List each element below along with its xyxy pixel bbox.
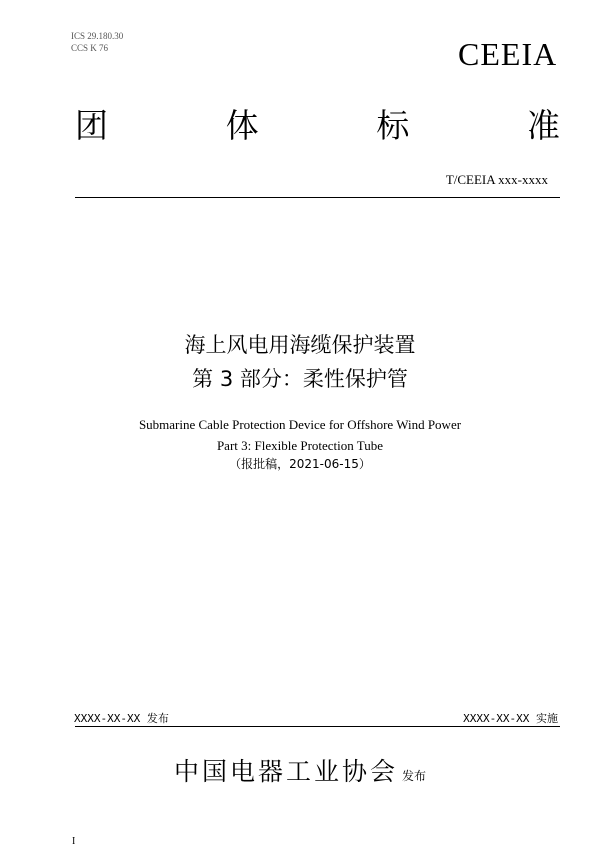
classification-codes [71,30,123,54]
standard-type-char: 标 [376,106,410,145]
standard-type-char: 团 [75,106,108,145]
ccs-code: CCS K 76 [71,43,109,53]
publisher-line [0,752,600,788]
publisher-name: 中国电器工业协会 [173,757,398,786]
standard-type-char: 准 [526,106,560,145]
association-logo-text: CEEIA [458,36,558,72]
draft-status-note: （报批稿，2021-06-15） [229,457,371,471]
english-title-line-2: Part 3: Flexible Protection Tube [216,438,384,453]
standard-type-char: 体 [225,106,259,145]
header-divider [75,197,560,198]
implement-date: XXXX-XX-XX 实施 [463,712,558,725]
ics-code: ICS 29.180.30 [71,31,124,41]
publisher-suffix: 发布 [402,769,427,783]
publish-date: XXXX-XX-XX 发布 [74,712,169,725]
standard-number: T/CEEIA xxx-xxxx [445,172,548,187]
chinese-title-line-2: 第 3 部分：柔性保护管 [192,367,408,391]
english-title-line-1: Submarine Cable Protection Device for Offshore Wind Power [138,417,462,432]
footer-divider [75,726,560,727]
chinese-title-line-1: 海上风电用海缆保护装置 [184,333,416,357]
page-number: I [72,836,76,847]
standard-type-heading [75,104,560,148]
